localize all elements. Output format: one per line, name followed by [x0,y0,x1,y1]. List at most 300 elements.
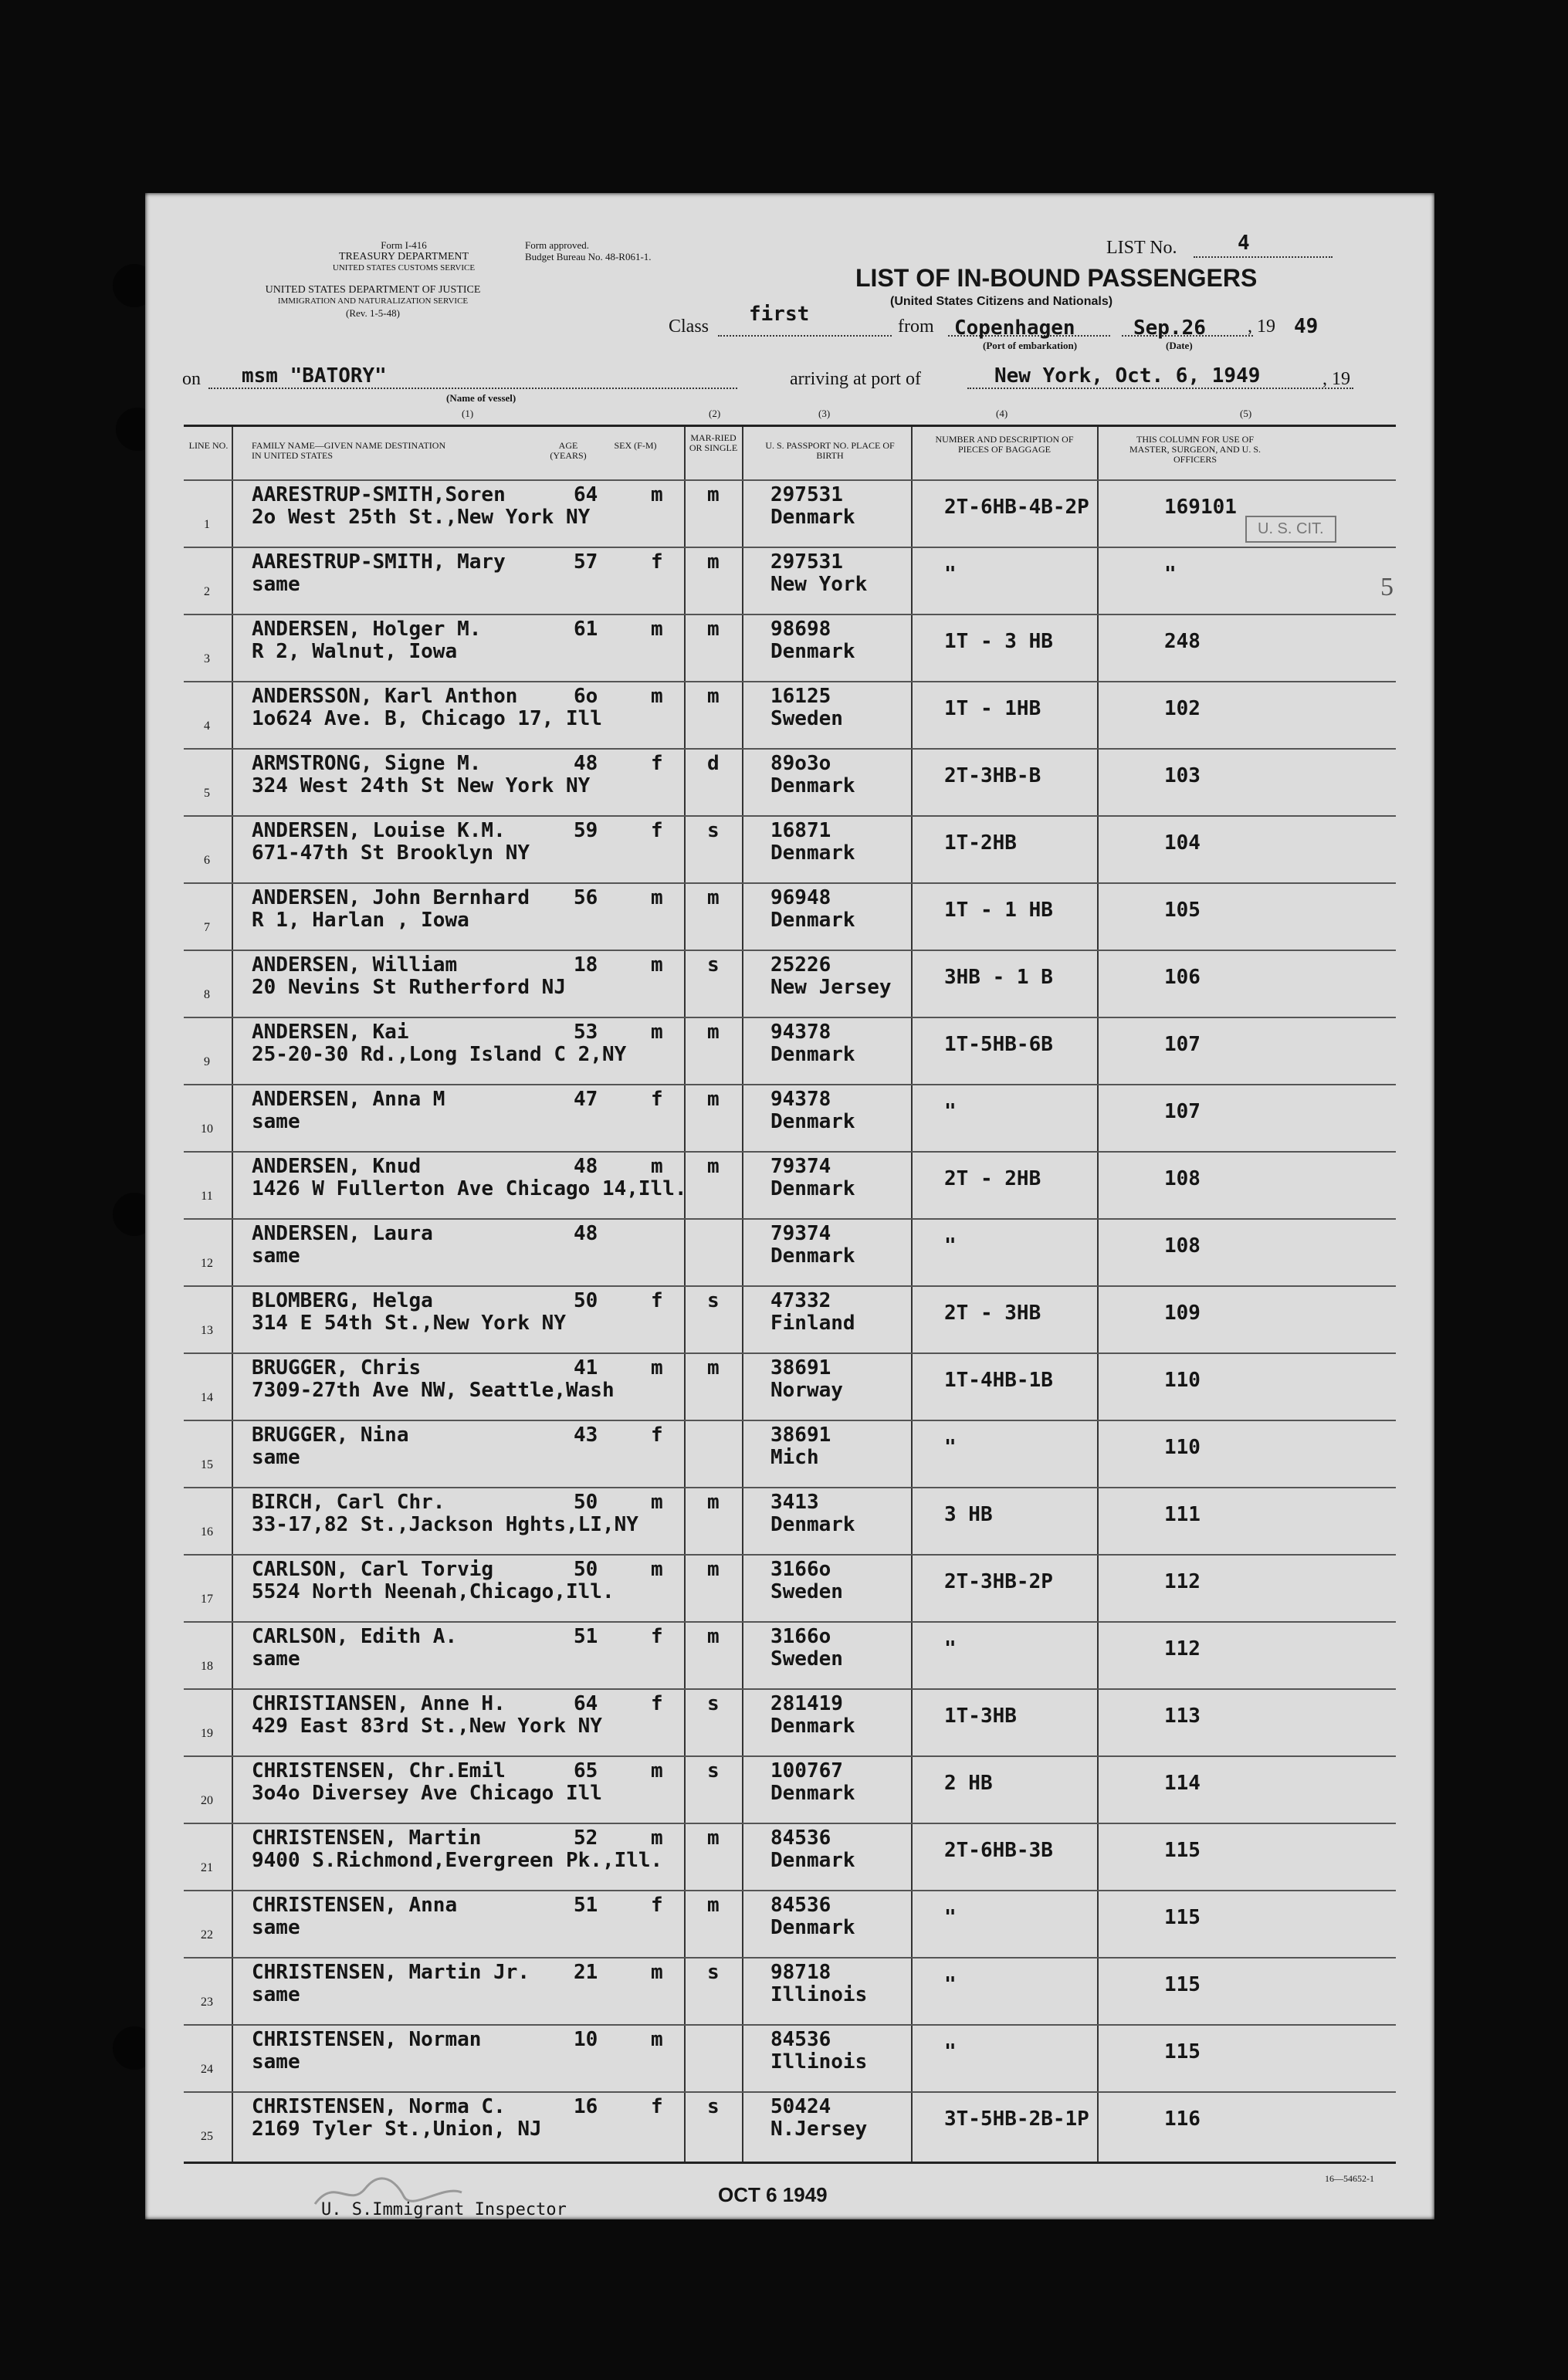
officer-notation: 105 [1164,899,1201,922]
baggage: " [944,563,957,586]
place-of-birth: Denmark [770,1043,855,1066]
sex: m [651,1826,663,1850]
line-number: 6 [204,854,210,867]
passenger-name: ANDERSEN, Holger M. [252,618,482,641]
table-row [184,1017,1396,1085]
arriving-year-suffix: , 19 [1322,369,1350,389]
age: 65 [574,1759,598,1782]
passenger-name: AARESTRUP-SMITH, Mary [252,550,506,574]
officer-notation: 111 [1164,1503,1201,1526]
passport-number: 25226 [770,953,831,977]
table-row [184,1755,1396,1824]
destination: same [252,2050,300,2074]
destination: R 2, Walnut, Iowa [252,640,458,663]
table-row [184,1285,1396,1354]
marital-status: s [707,819,720,842]
class-value: first [749,303,810,326]
passport-number: 79374 [770,1222,831,1245]
officer-notation: 169101 [1164,496,1237,519]
age: 64 [574,1692,598,1715]
passport-number: 84536 [770,2028,831,2051]
line-number: 15 [201,1458,213,1471]
baggage: 3HB - 1 B [944,966,1053,989]
line-number: 14 [201,1391,213,1404]
age: 53 [574,1021,598,1044]
passport-number: 297531 [770,550,843,574]
place-of-birth: Denmark [770,1715,855,1738]
marital-status: m [707,1894,720,1917]
sex: f [651,1692,663,1715]
place-of-birth: New Jersey [770,976,892,999]
destination: 1426 W Fullerton Ave Chicago 14,Ill. [252,1177,687,1200]
passport-number: 84536 [770,1894,831,1917]
line-number: 12 [201,1257,213,1270]
officer-notation: 103 [1164,764,1201,787]
age: 48 [574,1222,598,1245]
officer-notation: 108 [1164,1167,1201,1190]
passenger-name: CHRISTENSEN, Chr.Emil [252,1759,506,1782]
passport-number: 3166o [770,1625,831,1648]
col-number: (2) [709,408,721,419]
age: 50 [574,1491,598,1514]
destination: 5524 North Neenah,Chicago,Ill. [252,1580,615,1603]
baggage: 1T-2HB [944,831,1017,855]
age: 51 [574,1625,598,1648]
line-number: 1 [204,518,210,531]
passenger-name: ANDERSEN, Kai [252,1021,409,1044]
destination: R 1, Harlan , Iowa [252,909,469,932]
sex: m [651,1021,663,1044]
age: 48 [574,1155,598,1178]
destination: 25-20-30 Rd.,Long Island C 2,NY [252,1043,627,1066]
sex: m [651,1961,663,1984]
age: 10 [574,2028,598,2051]
place-of-birth: Denmark [770,1916,855,1939]
baggage: " [944,2040,957,2063]
marital-status: s [707,2095,720,2118]
passport-number: 297531 [770,483,843,506]
table-row [184,950,1396,1018]
marital-status: d [707,752,720,775]
destination: 2169 Tyler St.,Union, NJ [252,2118,542,2141]
document-subtitle: (United States Citizens and Nationals) [890,295,1113,308]
line-number: 21 [201,1861,213,1874]
sex: m [651,886,663,909]
marital-status: s [707,1961,720,1984]
line-number: 9 [204,1055,210,1068]
baggage: 2 HB [944,1772,993,1795]
passport-number: 38691 [770,1356,831,1380]
passenger-name: ANDERSEN, John Bernhard [252,886,530,909]
baggage: 1T-3HB [944,1705,1017,1728]
sex: f [651,2095,663,2118]
vessel-name: msm "BATORY" [242,364,387,388]
place-of-birth: Illinois [770,2050,868,2074]
line-number: 25 [201,2130,213,2143]
sex: f [651,1625,663,1648]
header-age: AGE (YEARS) [550,440,587,461]
table-row [184,547,1396,615]
inspector-label: U. S.Immigrant Inspector [321,2200,567,2219]
marital-status: s [707,1759,720,1782]
passport-number: 94378 [770,1088,831,1111]
from-label: from [898,317,934,337]
table-row [184,1218,1396,1287]
age: 6o [574,685,598,708]
sex: m [651,1356,663,1380]
arrival-port-date: New York, Oct. 6, 1949 [994,364,1261,388]
place-of-birth: Norway [770,1379,843,1402]
baggage: 3T-5HB-2B-1P [944,2107,1089,2131]
marital-status: m [707,886,720,909]
line-number: 3 [204,652,210,665]
table-row [184,882,1396,951]
destination: 33-17,82 St.,Jackson Hghts,LI,NY [252,1513,638,1536]
table-row [184,1084,1396,1153]
print-code: 16—54652-1 [1325,2173,1374,2184]
destination: same [252,1916,300,1939]
officer-notation: 108 [1164,1234,1201,1258]
officer-notation: 115 [1164,1839,1201,1862]
line-number: 18 [201,1660,213,1673]
baggage: 2T - 3HB [944,1302,1041,1325]
age: 47 [574,1088,598,1111]
marital-status: m [707,1155,720,1178]
destination: 1o624 Ave. B, Chicago 17, Ill [252,707,602,730]
passenger-name: BRUGGER, Nina [252,1424,409,1447]
place-of-birth: Denmark [770,1782,855,1805]
line-number: 13 [201,1324,213,1337]
place-of-birth: Denmark [770,640,855,663]
place-of-birth: Denmark [770,1244,855,1268]
officer-notation: 113 [1164,1705,1201,1728]
place-of-birth: Denmark [770,1177,855,1200]
place-of-birth: Sweden [770,1580,843,1603]
table-row [184,1487,1396,1556]
passenger-name: ANDERSEN, Louise K.M. [252,819,506,842]
passport-number: 84536 [770,1826,831,1850]
treasury-label: TREASURY DEPARTMENT [338,251,469,262]
passenger-name: CHRISTENSEN, Anna [252,1894,458,1917]
date-caption: (Date) [1166,340,1193,351]
year-prefix: , 19 [1248,317,1275,337]
header-name-destination: FAMILY NAME—GIVEN NAME DESTINATION IN UNITED STATES [252,440,446,461]
embarkation-date: Sep.26 [1133,317,1206,340]
col-number: (3) [818,408,831,419]
baggage: " [944,1973,957,1996]
baggage: 1T - 1HB [944,697,1041,720]
table-row [184,1890,1396,1959]
age: 43 [574,1424,598,1447]
line-number: 5 [204,787,210,800]
baggage: 2T - 2HB [944,1167,1041,1190]
marital-status: s [707,1692,720,1715]
age: 16 [574,2095,598,2118]
marital-status: m [707,1491,720,1514]
sex: m [651,685,663,708]
destination: 324 West 24th St New York NY [252,774,591,797]
age: 57 [574,550,598,574]
officer-notation: 110 [1164,1369,1201,1392]
line-number: 20 [201,1794,213,1807]
passport-number: 98718 [770,1961,831,1984]
table-row [184,1621,1396,1690]
destination: same [252,1983,300,2006]
table-row [184,1353,1396,1421]
place-of-birth: New York [770,573,868,596]
customs-label: UNITED STATES CUSTOMS SERVICE [332,263,476,273]
form-number: Form I-416 [381,239,427,251]
passenger-table [184,425,1396,2164]
passenger-name: AARESTRUP-SMITH,Soren [252,483,506,506]
destination: 3o4o Diversey Ave Chicago Ill [252,1782,602,1805]
sex: f [651,1424,663,1447]
marital-status: m [707,550,720,574]
marital-status: s [707,953,720,977]
age: 50 [574,1558,598,1581]
sex: m [651,618,663,641]
sex: f [651,752,663,775]
line-number: 7 [204,921,210,934]
place-of-birth: Denmark [770,1513,855,1536]
sex: m [651,1558,663,1581]
passenger-name: BLOMBERG, Helga [252,1289,433,1312]
col-number: (1) [462,408,474,419]
line-number: 4 [204,719,210,733]
table-row [184,681,1396,750]
passenger-name: ARMSTRONG, Signe M. [252,752,482,775]
header-married-single: MAR-RIED OR SINGLE [689,432,738,453]
margin-note: 5 [1380,573,1394,601]
manifest-page [145,193,1434,2219]
table-row [184,1957,1396,2026]
officer-notation: 116 [1164,2107,1201,2131]
officer-notation: 114 [1164,1772,1201,1795]
sex: f [651,1289,663,1312]
baggage: " [944,1637,957,1661]
baggage: 1T-5HB-6B [944,1033,1053,1056]
arriving-label: arriving at port of [790,369,921,389]
baggage: 2T-3HB-2P [944,1570,1053,1593]
officer-notation: 104 [1164,831,1201,855]
line-number: 24 [201,2063,213,2076]
budget-number: Budget Bureau No. 48-R061-1. [525,251,652,262]
sex: m [651,953,663,977]
line-number: 17 [201,1593,213,1606]
destination: 20 Nevins St Rutherford NJ [252,976,566,999]
baggage: 1T-4HB-1B [944,1369,1053,1392]
age: 18 [574,953,598,977]
ins-label: IMMIGRATION AND NATURALIZATION SERVICE [277,296,469,306]
table-row [184,479,1396,548]
destination: same [252,1647,300,1671]
baggage: 1T - 1 HB [944,899,1053,922]
passenger-name: CARLSON, Edith A. [252,1625,458,1648]
place-of-birth: Sweden [770,1647,843,1671]
age: 21 [574,1961,598,1984]
destination: 2o West 25th St.,New York NY [252,506,591,529]
marital-status: s [707,1289,720,1312]
header-sex: SEX (F-M) [614,440,657,451]
class-label: Class [669,317,709,337]
header-officers-use: THIS COLUMN FOR USE OF MASTER, SURGEON, AND U. S. OFFICERS [1129,434,1262,465]
marital-status: m [707,1625,720,1648]
vessel-caption: (Name of vessel) [446,392,516,404]
passport-number: 3413 [770,1491,819,1514]
baggage: " [944,1436,957,1459]
place-of-birth: Denmark [770,1849,855,1872]
age: 52 [574,1826,598,1850]
passenger-name: ANDERSSON, Karl Anthon [252,685,518,708]
header-passport-birthplace: U. S. PASSPORT NO. PLACE OF BIRTH [765,440,895,461]
port-caption: (Port of embarkation) [983,340,1078,351]
age: 51 [574,1894,598,1917]
passport-number: 16871 [770,819,831,842]
passport-number: 94378 [770,1021,831,1044]
table-row [184,1420,1396,1488]
line-number: 16 [201,1525,213,1539]
line-number: 8 [204,988,210,1001]
age: 48 [574,752,598,775]
destination: same [252,1244,300,1268]
marital-status: m [707,685,720,708]
age: 56 [574,886,598,909]
sex: f [651,1894,663,1917]
officer-notation: 115 [1164,1906,1201,1929]
passenger-name: BRUGGER, Chris [252,1356,422,1380]
place-of-birth: Sweden [770,707,843,730]
baggage: 2T-6HB-3B [944,1839,1053,1862]
passenger-name: BIRCH, Carl Chr. [252,1491,445,1514]
marital-status: m [707,618,720,641]
officer-notation: 112 [1164,1637,1201,1661]
destination: 9400 S.Richmond,Evergreen Pk.,Ill. [252,1849,663,1872]
officer-notation: 248 [1164,630,1201,653]
officer-notation: 107 [1164,1100,1201,1123]
officer-notation: 112 [1164,1570,1201,1593]
place-of-birth: Finland [770,1312,855,1335]
marital-status: m [707,1558,720,1581]
age: 59 [574,819,598,842]
passport-number: 100767 [770,1759,843,1782]
officer-notation: 102 [1164,697,1201,720]
baggage: 3 HB [944,1503,993,1526]
line-number: 19 [201,1727,213,1740]
marital-status: m [707,1021,720,1044]
age: 50 [574,1289,598,1312]
place-of-birth: Illinois [770,1983,868,2006]
baggage: " [944,1234,957,1258]
place-of-birth: Denmark [770,774,855,797]
date-stamp: OCT 6 1949 [718,2183,828,2206]
passport-number: 16125 [770,685,831,708]
passport-number: 79374 [770,1155,831,1178]
sex: f [651,819,663,842]
destination: same [252,573,300,596]
port-of-embarkation: Copenhagen [954,317,1075,340]
baggage: 1T - 3 HB [944,630,1053,653]
list-number: 4 [1238,232,1250,255]
passenger-name: CHRISTENSEN, Norma C. [252,2095,506,2118]
destination: 429 East 83rd St.,New York NY [252,1715,602,1738]
baggage: " [944,1100,957,1123]
place-of-birth: Denmark [770,1110,855,1133]
line-number: 22 [201,1928,213,1942]
passenger-name: CHRISTIANSEN, Anne H. [252,1692,506,1715]
sex: m [651,2028,663,2051]
baggage: 2T-6HB-4B-2P [944,496,1089,519]
officer-notation: 106 [1164,966,1201,989]
officer-notation: " [1164,563,1177,586]
passport-number: 50424 [770,2095,831,2118]
line-number: 10 [201,1122,213,1136]
stamp-text: U. S. CIT. [1258,520,1324,537]
destination: same [252,1446,300,1469]
table-row [184,2091,1396,2160]
passport-number: 3166o [770,1558,831,1581]
passenger-name: CHRISTENSEN, Norman [252,2028,482,2051]
form-approved: Form approved. [525,239,590,251]
age: 41 [574,1356,598,1380]
destination: same [252,1110,300,1133]
passport-number: 38691 [770,1424,831,1447]
place-of-birth: N.Jersey [770,2118,868,2141]
table-row [184,614,1396,682]
sex: f [651,550,663,574]
passport-number: 89o3o [770,752,831,775]
baggage: 2T-3HB-B [944,764,1041,787]
place-of-birth: Mich [770,1446,819,1469]
passenger-name: CHRISTENSEN, Martin [252,1826,482,1850]
age: 64 [574,483,598,506]
passenger-name: CARLSON, Carl Torvig [252,1558,494,1581]
destination: 7309-27th Ave NW, Seattle,Wash [252,1379,615,1402]
marital-status: m [707,1826,720,1850]
officer-notation: 115 [1164,1973,1201,1996]
destination: 671-47th St Brooklyn NY [252,841,530,865]
on-label: on [182,369,201,389]
sex: m [651,1491,663,1514]
passenger-name: CHRISTENSEN, Martin Jr. [252,1961,530,1984]
passport-number: 281419 [770,1692,843,1715]
list-no-label: LIST No. [1106,238,1177,258]
table-row [184,1823,1396,1891]
passenger-name: ANDERSEN, Knud [252,1155,422,1178]
line-number: 23 [201,1996,213,2009]
revision-label: (Rev. 1-5-48) [346,307,400,319]
marital-status: m [707,1356,720,1380]
sex: m [651,1155,663,1178]
document-title: LIST OF IN-BOUND PASSENGERS [855,264,1258,292]
us-citizen-stamp [1245,516,1336,543]
col-number: (5) [1240,408,1252,419]
embarkation-year: 49 [1294,315,1319,338]
marital-status: m [707,1088,720,1111]
destination: 314 E 54th St.,New York NY [252,1312,566,1335]
officer-notation: 115 [1164,2040,1201,2063]
marital-status: m [707,483,720,506]
sex: m [651,1759,663,1782]
passport-number: 47332 [770,1289,831,1312]
table-row [184,1688,1396,1757]
passport-number: 96948 [770,886,831,909]
col-number: (4) [996,408,1008,419]
officer-notation: 107 [1164,1033,1201,1056]
table-row [184,1151,1396,1220]
passenger-name: ANDERSEN, William [252,953,458,977]
passenger-name: ANDERSEN, Laura [252,1222,433,1245]
baggage: " [944,1906,957,1929]
